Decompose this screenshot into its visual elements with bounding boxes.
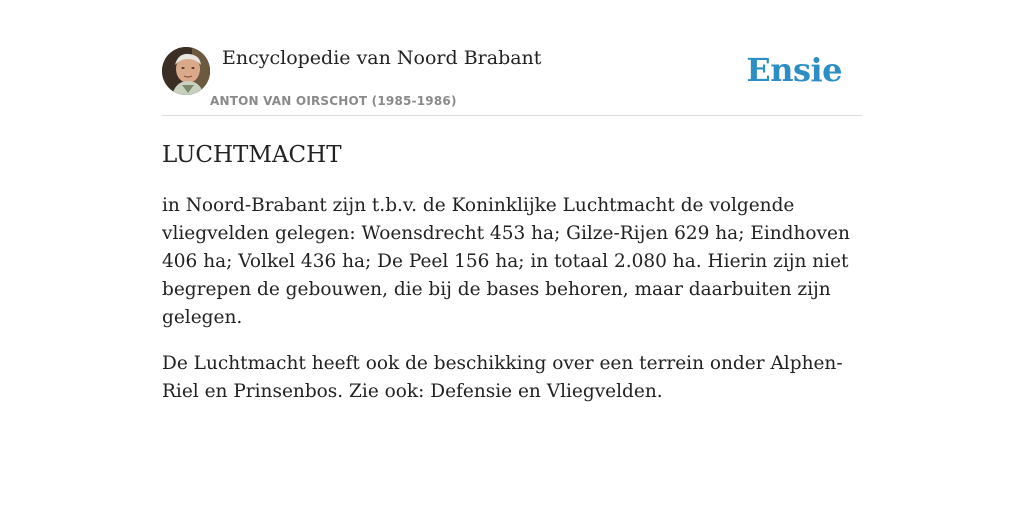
- entry-paragraph: De Luchtmacht heeft ook de beschikking over een terrein onder Alphen-Riel en Prinsenbos. Zie ook: Defensie en Vliegvelden.: [162, 353, 843, 402]
- author-name[interactable]: ANTON VAN OIRSCHOT (1985-1986): [210, 94, 457, 108]
- entry-title: LUCHTMACHT: [162, 142, 342, 168]
- author-photo-image: [162, 47, 210, 95]
- author-avatar[interactable]: [162, 47, 210, 95]
- entry-header: [162, 0, 862, 116]
- entry-paragraph: in Noord-Brabant zijn t.b.v. de Koninklijke Luchtmacht de volgende vliegvelden gelegen: Woensdrecht 453 ha; Gilze-Rijen 629 ha; Eindhoven 406 ha; Volkel 436 ha; De Peel 156 ha; in totaal 2.080 ha. Hierin zijn niet begrepen de gebouwen, die bij de bases behoren, maar daarbuiten zijn gelegen.: [162, 195, 850, 328]
- entry-body: [162, 192, 862, 424]
- entry-card: [162, 0, 862, 402]
- ensie-logo[interactable]: Ensie: [746, 51, 842, 89]
- source-title[interactable]: Encyclopedie van Noord Brabant: [222, 47, 542, 69]
